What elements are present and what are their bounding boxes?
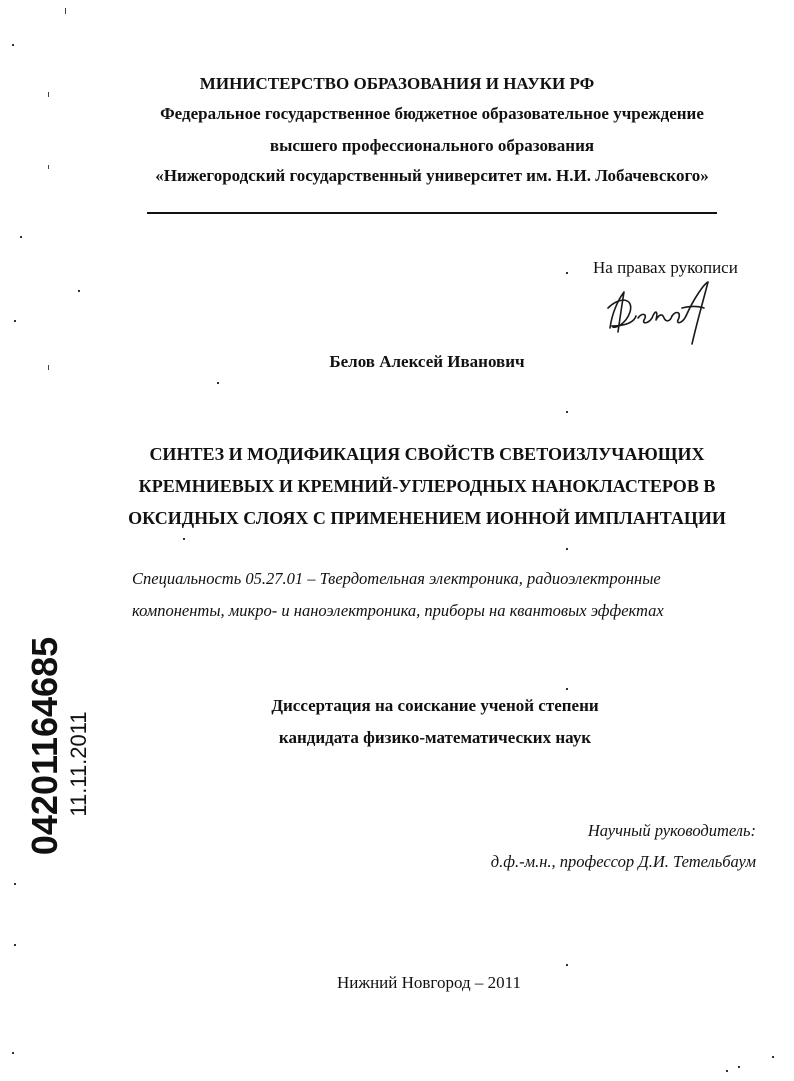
scan-speck (566, 411, 568, 413)
scan-mark (65, 8, 66, 14)
rights-note: На правах рукописи (593, 258, 738, 277)
scan-speck (566, 688, 568, 690)
dissertation-degree-line-2: кандидата физико-математических наук (278, 728, 592, 747)
specialty-line-2: компоненты, микро- и наноэлектроника, приборы на квантовых эффектах (132, 601, 664, 620)
scan-speck (772, 1056, 774, 1058)
author-name: Белов Алексей Иванович (329, 352, 525, 371)
higher-education-line: высшего профессионального образования (269, 136, 595, 155)
scan-mark (48, 92, 49, 97)
scan-speck (12, 44, 14, 46)
scan-speck (20, 236, 22, 238)
library-stamp-code (24, 633, 65, 859)
scan-speck (14, 944, 16, 946)
dissertation-degree-line-1: Диссертация на соискание ученой степени (271, 696, 599, 715)
author-signature (600, 278, 720, 348)
federal-institution-line: Федеральное государственное бюджетное образовательное учреждение (160, 104, 704, 123)
scan-speck (566, 548, 568, 550)
dissertation-title-line-3: ОКСИДНЫХ СЛОЯХ С ПРИМЕНЕНИЕМ ИОННОЙ ИМПЛАНТАЦИИ (128, 508, 726, 528)
advisor-name: д.ф.-м.н., профессор Д.И. Тетельбаум (490, 852, 756, 871)
scan-mark (48, 365, 49, 370)
scan-speck (14, 320, 16, 322)
library-stamp-code-text: 04201164685 (24, 636, 65, 856)
advisor-label: Научный руководитель: (587, 821, 756, 840)
university-line: «Нижегородский государственный университет им. Н.И. Лобачевского» (155, 166, 709, 185)
city-year: Нижний Новгород – 2011 (336, 973, 522, 992)
specialty-line-1: Специальность 05.27.01 – Твердотельная электроника, радиоэлектронные (132, 569, 661, 588)
scan-speck (566, 964, 568, 966)
library-stamp-date (66, 703, 92, 825)
scan-mark (48, 165, 49, 169)
dissertation-title-line-1: СИНТЕЗ И МОДИФИКАЦИЯ СВОЙСТВ СВЕТОИЗЛУЧАЮЩИХ (149, 444, 705, 464)
scan-speck (14, 883, 16, 885)
scan-speck (78, 290, 80, 292)
scan-speck (217, 382, 219, 384)
dissertation-title-line-2: КРЕМНИЕВЫХ И КРЕМНИЙ-УГЛЕРОДНЫХ НАНОКЛАСТЕРОВ В (138, 476, 716, 496)
library-stamp-date-text: 11.11.2011 (66, 711, 91, 817)
scan-speck (12, 1052, 14, 1054)
scan-speck (738, 1066, 740, 1068)
header-divider (147, 212, 717, 214)
scan-speck (726, 1070, 728, 1072)
scan-speck (183, 538, 185, 540)
ministry-heading: МИНИСТЕРСТВО ОБРАЗОВАНИЯ И НАУКИ РФ (199, 74, 595, 93)
scan-speck (566, 272, 568, 274)
